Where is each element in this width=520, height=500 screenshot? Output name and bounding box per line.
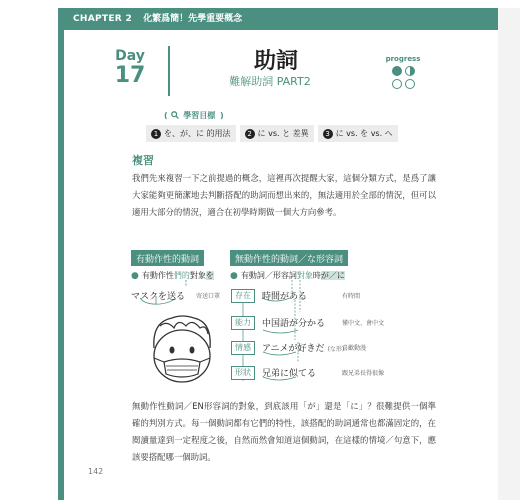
rule-text: 對象	[296, 271, 313, 280]
goal-text: に vs. と 差異	[257, 129, 309, 138]
example-translation: 跟兄弟長得很像	[342, 370, 385, 377]
review-paragraph: 我們先來複習一下之前提過的概念，這裡再次提醒大家，這個分類方式，是爲了讓大家能夠更簡潔地去判斷搭配的助詞而想出來的，無法適用於全部的情況，但可以適用大部分的情況，適合在初學時期做一個大方向參考。	[132, 173, 436, 217]
rule-text: 時	[312, 271, 321, 280]
category-tag: 形狀	[231, 366, 255, 380]
rule-text: 對象	[189, 271, 206, 280]
particle-highlight: を	[205, 271, 214, 280]
rule-text: 們的	[173, 271, 190, 280]
category-tag: 存在	[231, 289, 255, 303]
goal-number: 1	[151, 129, 161, 139]
goal-number: 3	[323, 129, 333, 139]
day-number: 17	[114, 63, 146, 88]
example-phrase: 中国語が分かる	[262, 319, 326, 329]
rule-text: 有動詞／形容詞	[240, 271, 297, 280]
goal-number: 2	[245, 129, 255, 139]
page-number: 142	[88, 467, 104, 476]
review-heading: 複習	[132, 154, 154, 167]
masked-face-illustration	[142, 310, 222, 390]
day-label: Day	[115, 48, 145, 64]
non-action-verb-label: 無動作性的動詞／な形容詞	[230, 250, 348, 266]
example-phrase	[262, 341, 344, 354]
example-translation: 喜歡動漫	[342, 345, 367, 352]
example-phrase: マスクを送る	[131, 292, 186, 302]
example-translation: 懂中文、會中文	[342, 320, 385, 327]
goal-text: を、が、に 的用法	[164, 129, 231, 138]
category-tag: 能力	[231, 316, 255, 330]
explanation-paragraph: 無動作性動詞／EN形容詞的對象，到底該用「が」還是「に」？很難提供一個準確的判別方式。每一個動詞都有它們的特性，該搭配的助詞通常也都滿固定的，在閱讀量達到一定程度之後，自然而然會知道這個動詞，在這樣的情境／句意下，應該要搭配哪一個助詞。	[132, 401, 436, 462]
chapter-number: CHAPTER 2	[73, 14, 133, 24]
chapter-title: 化繁爲簡！先學重要概念	[143, 14, 243, 24]
goals-heading-text: 學習目標	[183, 111, 216, 120]
category-tag: 情感	[231, 341, 255, 355]
example-translation: 寄送口罩	[196, 293, 221, 300]
example-phrase: 時間がある	[262, 292, 308, 302]
lesson-title: 助詞	[253, 49, 298, 74]
action-verb-label: 有動作性的動詞	[131, 250, 204, 266]
progress-label: progress	[385, 55, 421, 63]
example-text: アニメが好きだ	[262, 344, 325, 354]
goal-text: に vs. を vs. へ	[335, 129, 393, 138]
bullet-icon: ●	[131, 271, 139, 281]
particle-highlight: が／に	[320, 271, 345, 280]
example-translation: 有時間	[342, 293, 361, 300]
rule-text: 有動作性	[141, 271, 174, 280]
example-phrase: 兄弟に似てる	[262, 369, 317, 379]
lesson-subtitle: 難解助詞 PART2	[229, 75, 311, 88]
bullet-icon: ●	[230, 271, 238, 281]
goals-heading: ( 學習目標 )	[164, 111, 224, 120]
example-note: (な形)	[327, 346, 345, 353]
